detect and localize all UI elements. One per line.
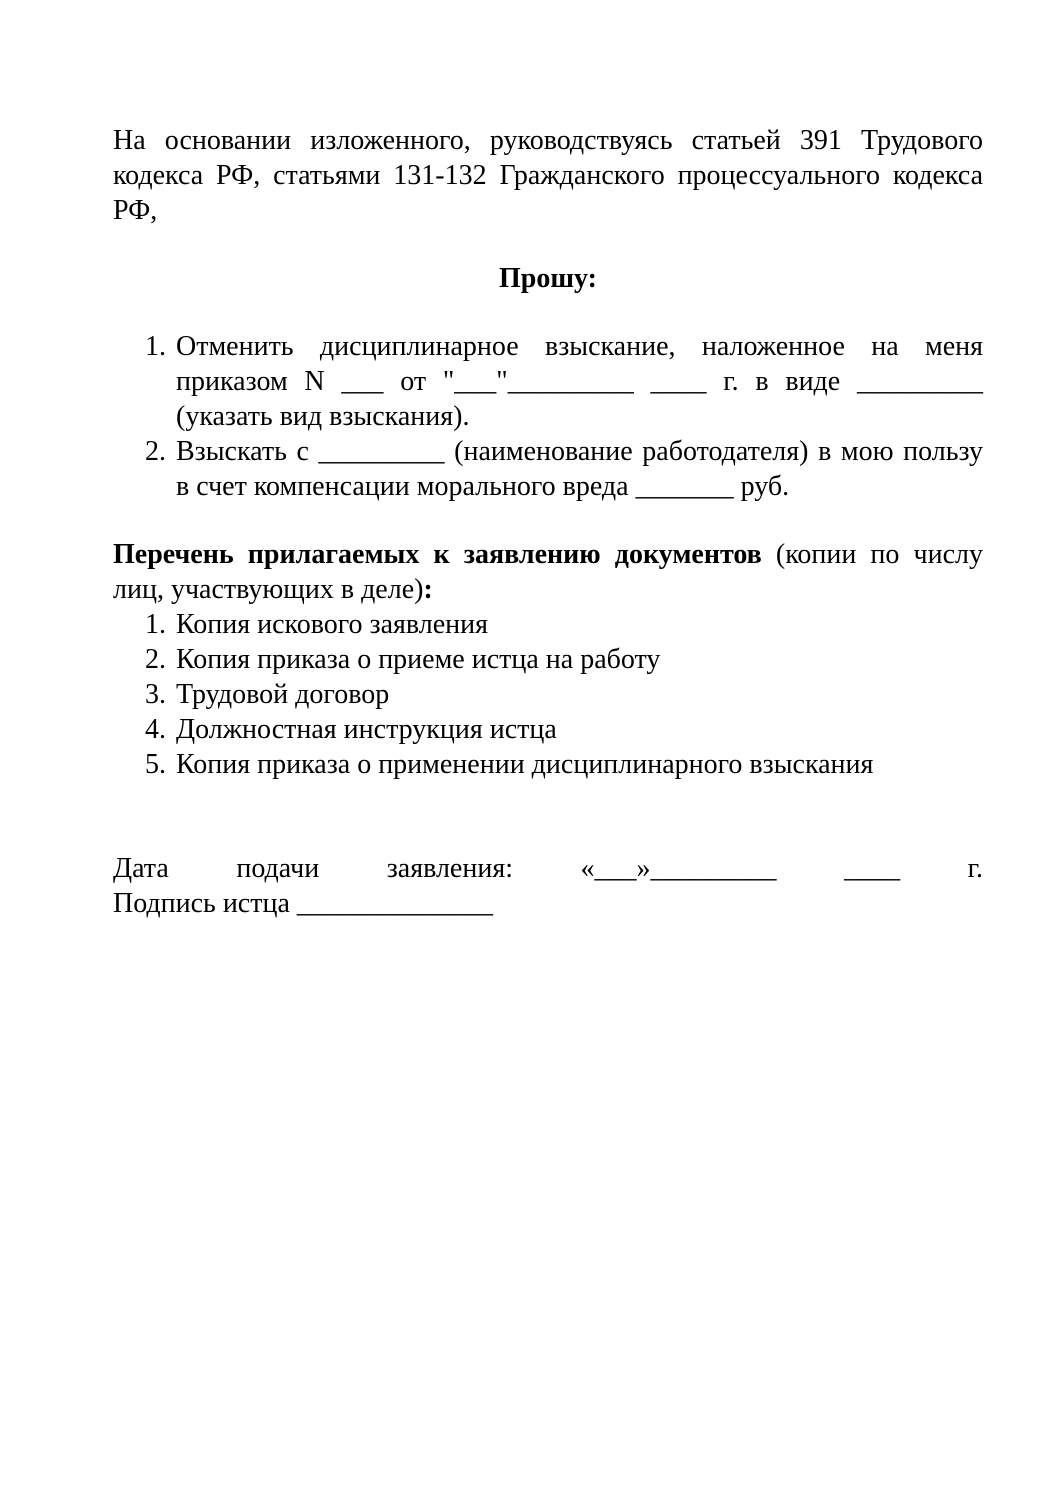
list-item xyxy=(113,329,983,434)
documents-list xyxy=(113,607,983,782)
list-item-number: 5. xyxy=(145,749,166,780)
list-item xyxy=(113,712,983,747)
list-item xyxy=(113,642,983,677)
list-item-number: 3. xyxy=(145,679,166,710)
list-item xyxy=(113,607,983,642)
date-label-word: подачи xyxy=(236,853,320,884)
list-item-text: Копия искового заявления xyxy=(176,609,489,640)
list-item xyxy=(113,747,983,782)
signature-line: Подпись истца ______________ xyxy=(113,888,493,919)
list-item-number: 2. xyxy=(145,644,166,675)
documents-heading-note: (копии по числу лиц, участвующих в деле) xyxy=(113,539,983,605)
list-item-text: Копия приказа о приеме истца на работу xyxy=(176,644,661,675)
list-item xyxy=(113,677,983,712)
date-label-word: Дата xyxy=(113,853,169,884)
list-item-text: Должностная инструкция истца xyxy=(176,714,557,745)
date-year-suffix: г. xyxy=(967,853,983,884)
list-item-text: Трудовой договор xyxy=(176,679,390,710)
date-label-word: заявления: xyxy=(386,853,513,884)
list-item-number: 1. xyxy=(145,331,166,362)
date-day-month-blank: «___»_________ xyxy=(580,853,777,884)
date-year-blank: ____ xyxy=(844,853,901,884)
documents-heading-bold: Перечень прилагаемых к заявлению документов xyxy=(113,539,762,570)
request-list xyxy=(113,329,983,504)
request-heading: Прошу: xyxy=(499,263,597,294)
document-page xyxy=(113,123,983,921)
documents-heading-colon: : xyxy=(423,574,433,605)
list-item-text: Копия приказа о применении дисциплинарного взыскания xyxy=(176,749,874,780)
intro-paragraph: На основании изложенного, руководствуясь статьей 391 Трудового кодекса РФ, статьями 131-132 Гражданского процессуального кодекса РФ, xyxy=(113,125,983,226)
list-item-text: Отменить дисциплинарное взыскание, наложенное на меня приказом N ___ от "___"_________ ____ г. в виде _________ (указать вид взыскания). xyxy=(176,331,983,432)
list-item-number: 2. xyxy=(145,436,166,467)
list-item-text: Взыскать с _________ (наименование работодателя) в мою пользу в счет компенсации морального вреда _______ руб. xyxy=(176,436,983,502)
list-item-number: 4. xyxy=(145,714,166,745)
documents-heading xyxy=(113,537,983,607)
list-item xyxy=(113,434,983,504)
submission-date-line xyxy=(113,851,983,886)
list-item-number: 1. xyxy=(145,609,166,640)
